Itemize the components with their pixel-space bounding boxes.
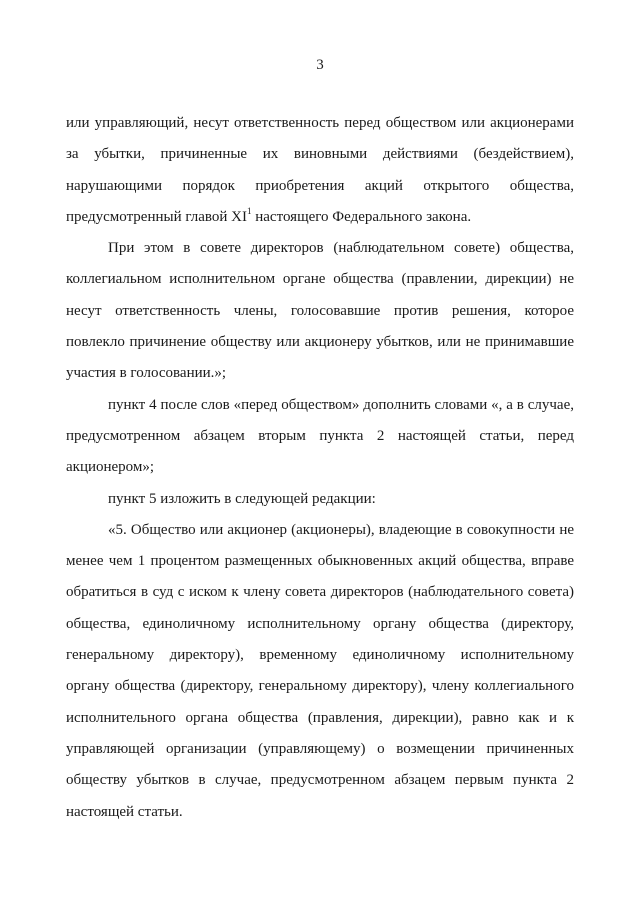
paragraph-continuation — [66, 108, 574, 233]
page-number: 3 — [316, 57, 324, 73]
document-body — [66, 108, 574, 828]
paragraph-item-4-amendment: пункт 4 после слов «перед обществом» дополнить словами «, а в случае, предусмотренном абзацем вторым пункта 2 настоящей статьи, перед акционером»; — [66, 396, 574, 476]
paragraph-text: или управляющий, несут ответственность перед обществом или акционерами за убытки, причиненные их виновными действиями (бездействием), нарушающими порядок приобретения акций открытого общества, предусмотренный главой XI — [66, 115, 574, 225]
paragraph-text-end: настоящего Федерального закона. — [251, 208, 472, 225]
paragraph-item-5-text: «5. Общество или акционер (акционеры), владеющие в совокупности не менее чем 1 процентом размещенных обыкновенных акций общества, вправе обратиться в суд с иском к члену совета директоров (наблюдательного совета) общества, единоличному исполнительному органу общества (директору, генеральному директору), временному единоличному исполнительному органу общества (директору, генеральному директору), члену коллегиального исполнительного органа общества (правления, дирекции), равно как и к управляющей организации (управляющему) о возмещении причиненных обществу убытков в случае, предусмотренном абзацем первым пункта 2 настоящей статьи. — [66, 521, 574, 820]
paragraph-item-5-intro: пункт 5 изложить в следующей редакции: — [108, 490, 376, 507]
paragraph-liability-exemption: При этом в совете директоров (наблюдательном совете) общества, коллегиальном исполнительном органе общества (правлении, дирекции) не несут ответственность члены, голосовавшие против решения, которое повлекло причинение обществу или акционеру убытков, или не принимавшие участия в голосовании.»; — [66, 240, 574, 382]
chapter-superscript: 1 — [247, 205, 252, 216]
